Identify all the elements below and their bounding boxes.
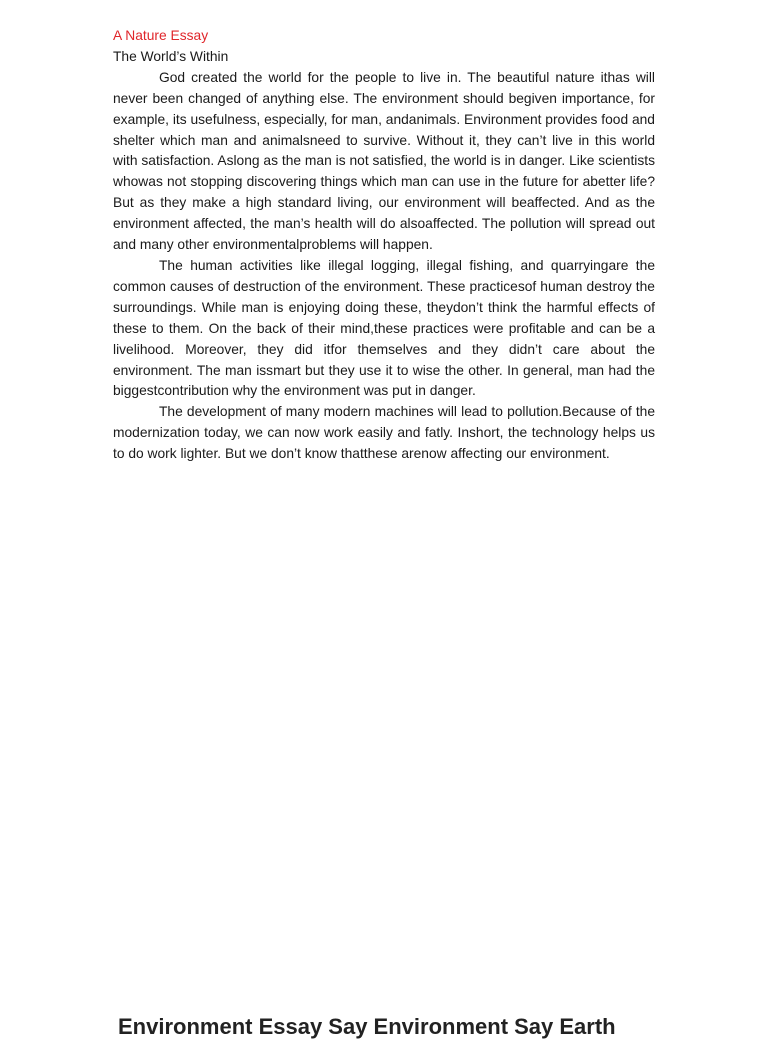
essay-paragraph-3: The development of many modern machines will lead to pollution.Because of the modernization today, we can now work easily and fatly. Inshort, the technology helps us to do work lighter. But we don’t know thatthese arenow affecting our environment. (113, 404, 655, 462)
essay-paragraph-2: The human activities like illegal logging, illegal fishing, and quarryingare the common causes of destruction of the environment. These practicesof human destroy the surroundings. While man is enjoying doing these, theydon’t think the harmful effects of these to them. On the back of their mind,these practices were profitable and can be a livelihood. Moreover, they did itfor themselves and they didn’t care about the environment. The man issmart but they use it to wise the other. In general, man had the biggestcontribution why the environment was put in danger. (113, 257, 655, 399)
essay-body (113, 26, 655, 465)
essay-label: A Nature Essay (113, 28, 209, 43)
essay-paragraph-1: God created the world for the people to live in. The beautiful nature ithas will never been changed of anything else. The environment should begiven importance, for example, its usefulness, especially, for man, andanimals. Environment provides food and shelter which man and animalsneed to survive. Without it, they can’t live in this world with satisfaction. Aslong as the man is not satisfied, the world is in danger. Like scientists whowas not stopping discovering things which man can use in the future for abetter life? But as they make a high standard living, our environment will beaffected. And as the environment affected, the man’s health will do alsoaffected. The pollution will spread out and many other environmentalproblems will happen. (113, 69, 655, 253)
next-page-heading: Environment Essay Say Environment Say Earth (118, 1014, 616, 1039)
essay-title: The World’s Within (113, 48, 229, 64)
